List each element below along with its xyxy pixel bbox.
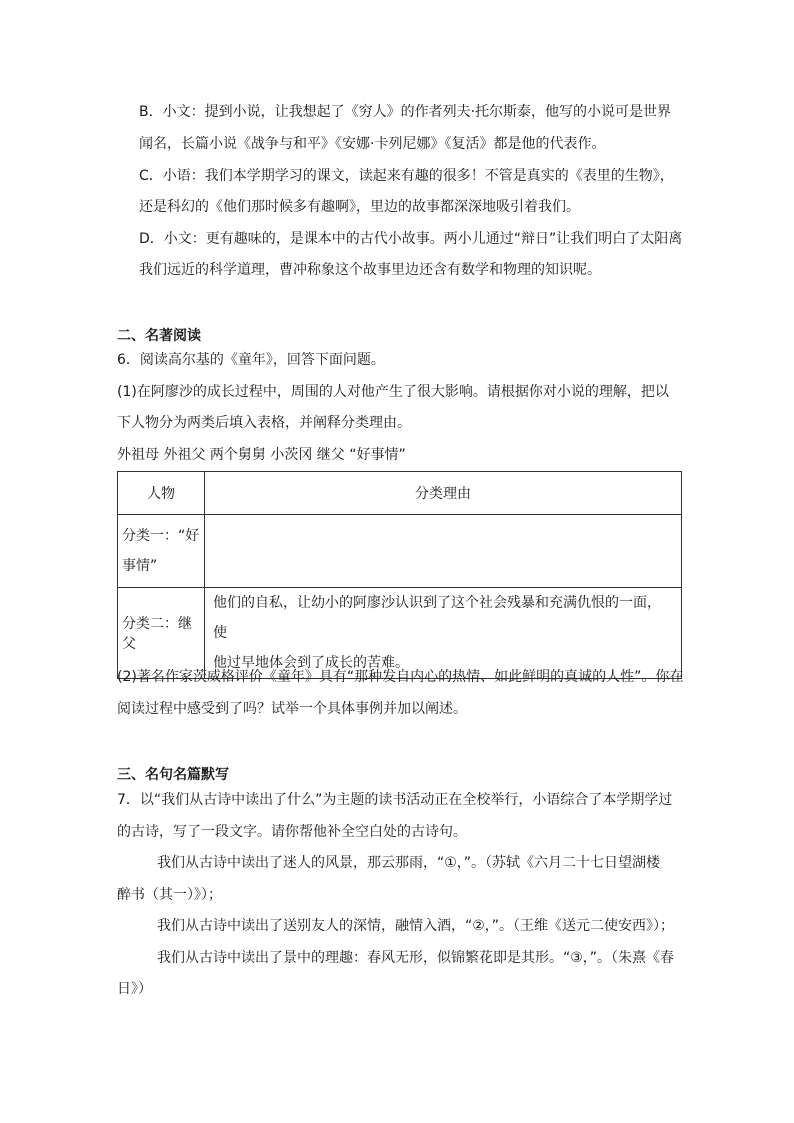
question-6-part2-line2: 阅读过程中感受到了吗？试举一个具体事例并加以阐述。 — [117, 701, 467, 717]
poem-sentence-1-line2: 醉书（其一）》）； — [117, 887, 222, 903]
option-d-line2: 我们远近的科学道理，曹冲称象这个故事里边还含有数学和物理的知识呢。 — [139, 262, 601, 278]
poem-sentence-3-line1: 我们从古诗中读出了景中的理趣：春风无形，似锦繁花即是其形。“③，”。（朱熹《春 — [157, 950, 675, 966]
category-one-label-b: 事情” — [122, 558, 158, 574]
classification-table — [117, 471, 682, 679]
question-7-line2: 的古诗，写了一段文字。请你帮他补全空白处的古诗句。 — [117, 824, 467, 840]
character-list: 外祖母 外祖父 两个舅舅 小茨冈 继父 “好事情” — [117, 447, 406, 463]
option-b-line1: B．小文：提到小说，让我想起了《穷人》的作者列夫·托尔斯泰，他写的小说可是世界 — [139, 104, 672, 120]
poem-sentence-3-line2: 日》） — [117, 981, 152, 997]
table-row — [118, 515, 682, 588]
category-one-label-a: 分类一：“好 — [122, 528, 200, 544]
category-two-reason-b: 他过早地体会到了成长的苦难。 — [213, 655, 409, 671]
option-c-line1: C．小语：我们本学期学习的课文，读起来有趣的很多！不管是真实的《表里的生物》， — [139, 168, 674, 184]
category-two-reason-a: 他们的自私，让幼小的阿廖沙认识到了这个社会残暴和充满仇恨的一面，使 — [213, 595, 661, 641]
category-two-label: 分类二：继父 — [118, 588, 205, 679]
question-6-part1-line1: (1)在阿廖沙的成长过程中，周围的人对他产生了很大影响。请根据你对小说的理解，把以 — [117, 384, 669, 400]
header-reason: 分类理由 — [205, 472, 682, 515]
question-6-part1-line2: 下人物分为两类后填入表格，并阐释分类理由。 — [117, 415, 411, 431]
table-row — [118, 588, 682, 679]
table-header-row — [118, 472, 682, 515]
option-b-line2: 闻名，长篇小说《战争与和平》《安娜·卡列尼娜》《复活》都是他的代表作。 — [139, 136, 606, 152]
section-heading-classics: 二、名著阅读 — [117, 328, 201, 344]
category-one-cell — [118, 515, 205, 588]
option-d-line1: D．小文：更有趣味的，是课本中的古代小故事。两小儿通过“辩日”让我们明白了太阳离 — [139, 231, 683, 247]
question-6: 6．阅读高尔基的《童年》，回答下面问题。 — [117, 352, 385, 368]
category-one-reason-blank[interactable] — [205, 515, 682, 588]
question-6-part2-line1: (2)著名作家茨威格评价《童年》具有“那种发自内心的热情、如此鲜明的真诚的人性”。你在 — [117, 669, 684, 685]
section-heading-recitation: 三、名句名篇默写 — [117, 767, 229, 783]
question-7-line1: 7．以“我们从古诗中读出了什么”为主题的读书活动正在全校举行，小语综合了本学期学过 — [117, 792, 673, 808]
poem-sentence-1-line1: 我们从古诗中读出了迷人的风景，那云那雨，“①，”。（苏轼《六月二十七日望湖楼 — [157, 855, 661, 871]
header-people: 人物 — [118, 472, 205, 515]
option-c-line2: 还是科幻的《他们那时候多有趣啊》，里边的故事都深深地吸引着我们。 — [139, 199, 580, 215]
category-two-reason — [205, 588, 682, 679]
poem-sentence-2: 我们从古诗中读出了送别友人的深情，融情入酒，“②，”。（王维《送元二使安西》）； — [157, 918, 675, 934]
